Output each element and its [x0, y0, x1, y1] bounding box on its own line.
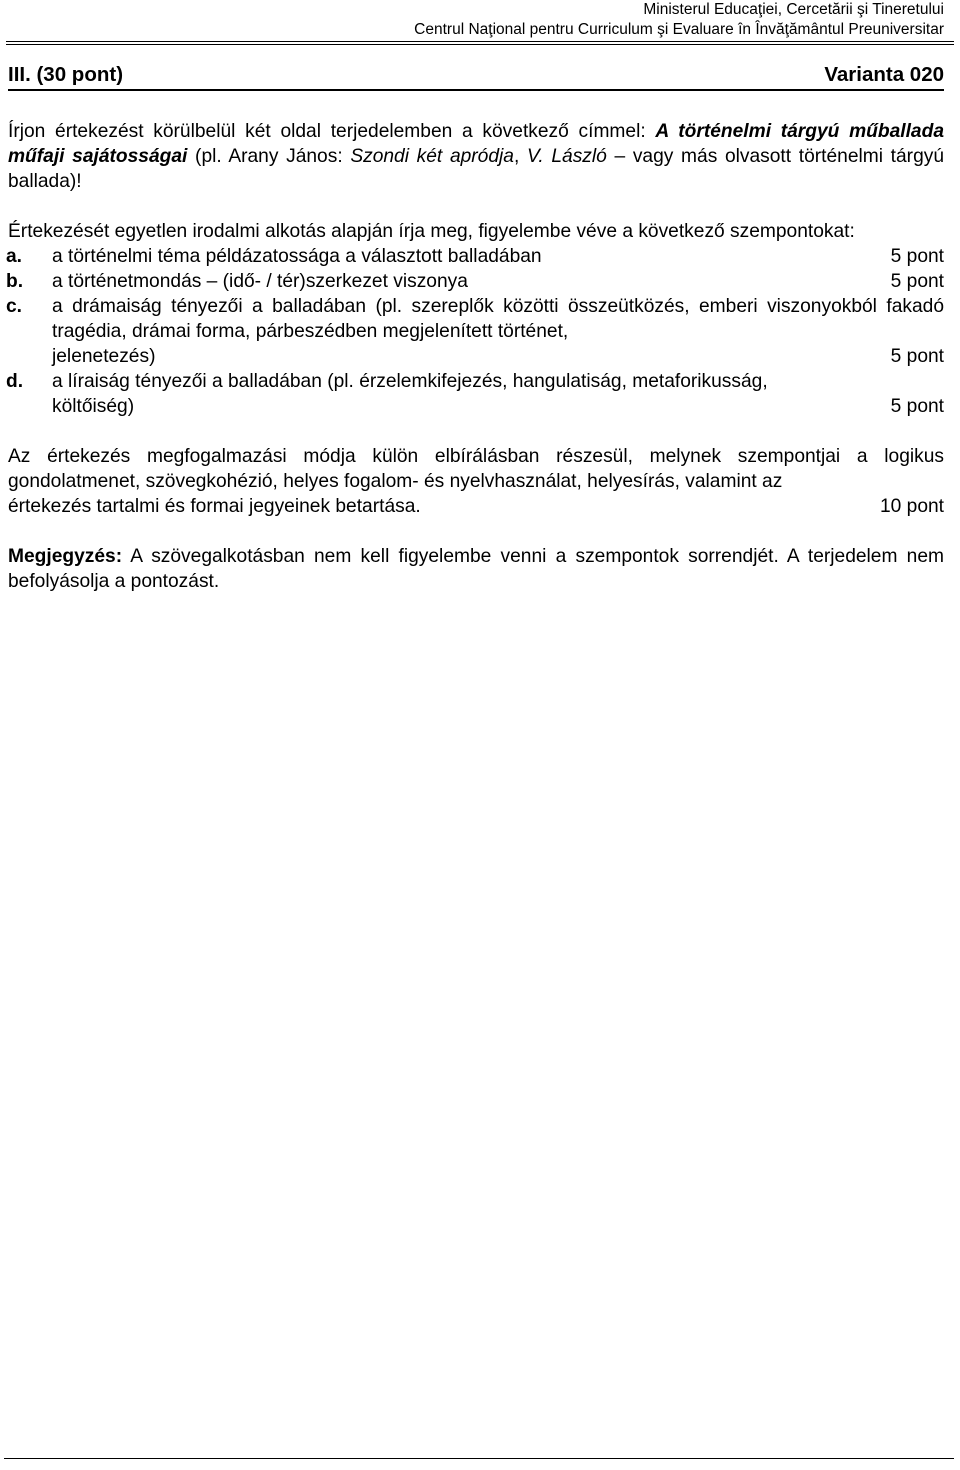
task-text: (pl. Arany János:: [187, 146, 351, 167]
remark-label: Megjegyzés:: [8, 546, 123, 567]
style-note-text: Az értekezés megfogalmazási módja külön elbírálásban részesül, melynek szempontjai a logikus gondolatmenet, szövegkohézió, helyes fogalom- és nyelvhasználat, helyesírás, valamint az: [8, 446, 944, 492]
criterion-letter: c.: [6, 296, 23, 317]
center-name: Centrul Naţional pentru Curriculum şi Evaluare în Învăţământul Preuniversitar: [414, 21, 944, 38]
criterion-letter: a.: [6, 246, 23, 267]
footer-divider: [4, 1458, 954, 1459]
task-text: Írjon értekezést körülbelül két oldal terjedelemben a következő címmel:: [8, 121, 656, 142]
criterion-text-end: jelenetezés): [52, 346, 156, 367]
criterion-text: a történetmondás – (idő- / tér)szerkezet viszonya: [52, 271, 468, 292]
criterion-points: 5 pont: [890, 396, 944, 417]
ministry-name: Ministerul Educaţiei, Cercetării şi Tineretului: [643, 1, 944, 18]
criterion-points: 5 pont: [890, 271, 944, 292]
criterion-text: a drámaiság tényezői a balladában (pl. szereplők közötti összeütközés, emberi viszonyokból fakadó tragédia, drámai forma, párbeszédben megjelenített történet,: [52, 296, 944, 342]
remark-text: A szövegalkotásban nem kell figyelembe venni a szempontok sorrendjét. A terjedelem nem befolyásolja a pontozást.: [8, 546, 944, 592]
work-title: Szondi két apródja: [350, 146, 514, 167]
variant-label: Varianta 020: [824, 63, 944, 86]
criterion-text: a líraiság tényezői a balladában (pl. érzelemkifejezés, hangulatiság, metaforikusság,: [52, 371, 768, 392]
task-text: – vagy más olvasott történelmi tárgyú ballada)!: [8, 146, 945, 192]
criterion-points: 5 pont: [890, 246, 944, 267]
work-title: V. László: [526, 146, 607, 167]
header-divider: [6, 41, 954, 45]
criterion-b: [6, 269, 944, 294]
criterion-c: [6, 294, 944, 369]
criterion-d: [6, 369, 944, 419]
section-title: III. (30 pont): [8, 63, 124, 86]
criterion-letter: d.: [6, 371, 24, 392]
remark-paragraph: [8, 544, 944, 594]
instruction-paragraph: Értekezését egyetlen irodalmi alkotás alapján írja meg, figyelembe véve a következő szempontokat:: [8, 221, 855, 242]
criterion-text-end: költőiség): [52, 396, 135, 417]
criterion-a: [6, 244, 944, 269]
exam-page: [8, 62, 944, 594]
task-text: ,: [513, 146, 527, 167]
task-paragraph: [8, 119, 944, 194]
style-note-text-end: értekezés tartalmi és formai jegyeinek betartása.: [8, 496, 421, 517]
essay-title: A történelmi tárgyú műballada műfaji sajátosságai: [8, 121, 944, 167]
style-note-points: 10 pont: [879, 496, 944, 517]
criterion-points: 5 pont: [890, 346, 944, 367]
document-header: [414, 0, 944, 40]
criteria-list: [6, 244, 944, 419]
style-note: [8, 444, 944, 519]
section-title-row: [8, 62, 944, 91]
criterion-letter: b.: [6, 271, 24, 292]
criterion-text: a történelmi téma példázatossága a választott balladában: [52, 246, 542, 267]
